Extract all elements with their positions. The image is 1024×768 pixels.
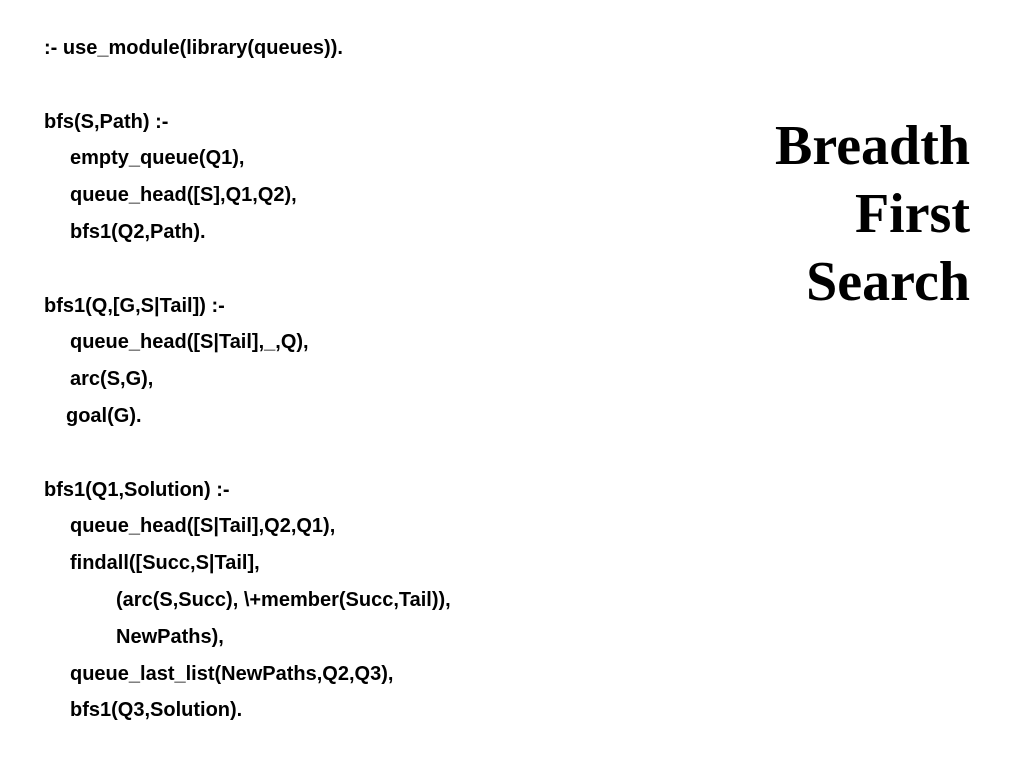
- code-line-queue-head: queue_head([S|Tail],Q2,Q1),: [70, 515, 336, 538]
- code-line-findall-result: NewPaths),: [116, 625, 224, 648]
- slide-title: [775, 112, 970, 316]
- code-line-findall: findall([Succ,S|Tail],: [70, 552, 260, 575]
- code-line-blank: [44, 67, 451, 104]
- slide-title-line: First: [854, 183, 970, 245]
- slide-title-line: Search: [806, 251, 970, 313]
- prolog-code-block: [44, 30, 451, 729]
- code-line-arc: arc(S,G),: [70, 368, 154, 391]
- code-line-empty-queue: empty_queue(Q1),: [70, 147, 245, 170]
- code-line-bfs1-goal-head: bfs1(Q,[G,S|Tail]) :-: [44, 294, 225, 317]
- code-line-blank: [44, 251, 451, 288]
- code-line-use-module: :- use_module(library(queues)).: [44, 37, 343, 59]
- code-line-queue-head: queue_head([S|Tail],_,Q),: [70, 331, 309, 354]
- code-line-queue-head: queue_head([S],Q1,Q2),: [70, 184, 297, 207]
- code-line-bfs-head: bfs(S,Path) :-: [44, 110, 169, 133]
- code-line-queue-last-list: queue_last_list(NewPaths,Q2,Q3),: [70, 662, 394, 685]
- slide-title-line: Breadth: [775, 115, 970, 177]
- code-line-bfs1-recurse: bfs1(Q3,Solution).: [70, 699, 243, 722]
- code-line-blank: [44, 435, 451, 472]
- code-line-bfs1-solution-head: bfs1(Q1,Solution) :-: [44, 478, 230, 501]
- code-line-findall-goal: (arc(S,Succ), \+member(Succ,Tail)),: [116, 588, 451, 611]
- code-line-goal: goal(G).: [66, 404, 142, 427]
- code-line-bfs1-call: bfs1(Q2,Path).: [70, 220, 206, 243]
